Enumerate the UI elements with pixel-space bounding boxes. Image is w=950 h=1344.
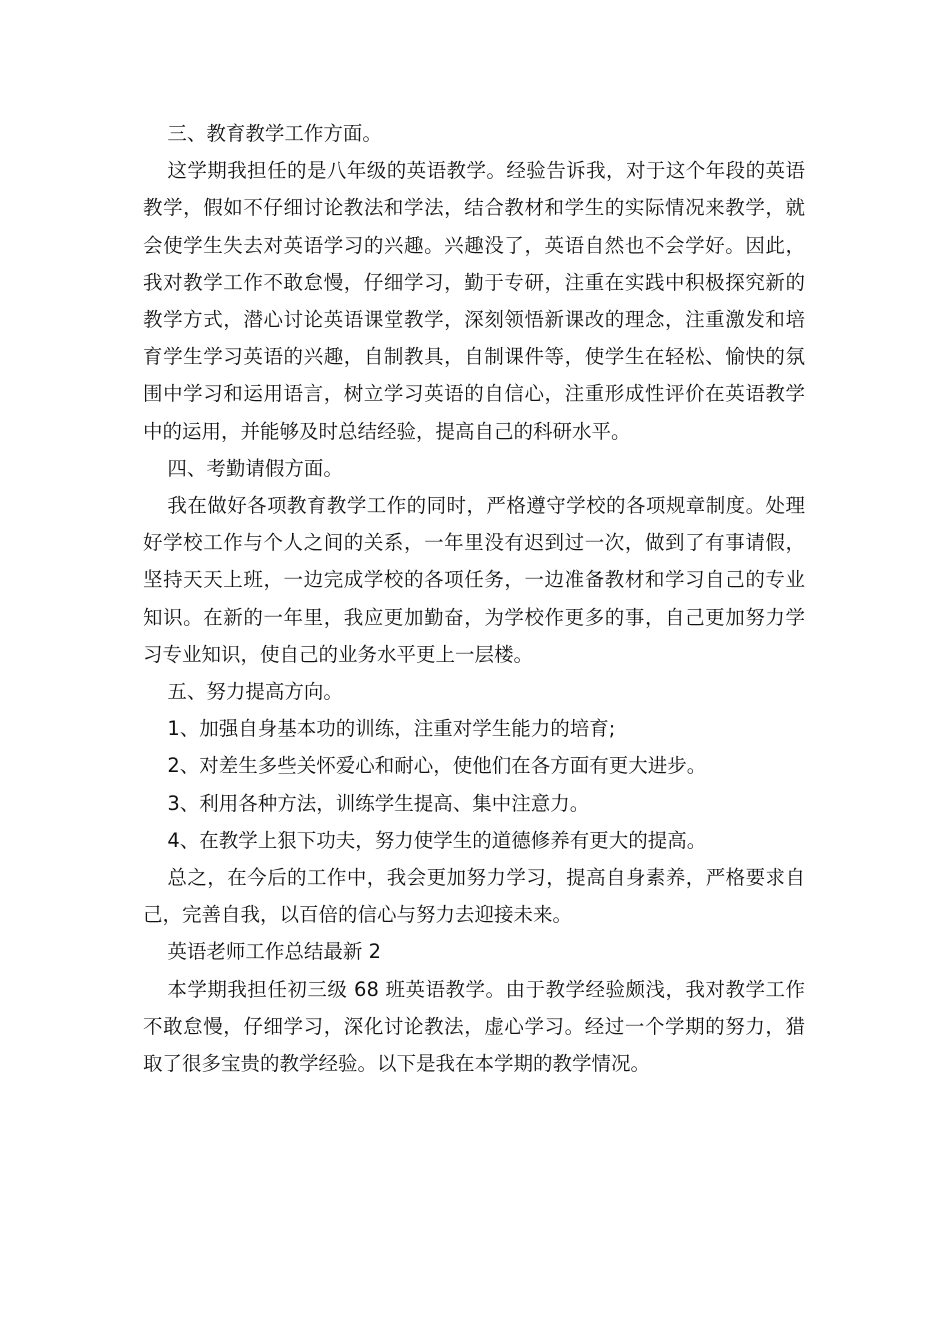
paragraph-summary-2: 本学期我担任初三级 68 班英语教学。由于教学经验颇浅，我对教学工作不敢怠慢，仔细学习，深化讨论教法，虚心学习。经过一个学期的努力，猎取了很多宝贵的教学经验。以下是我在本学期的教学情况。 (143, 977, 805, 1076)
section-heading-education: 三、教育教学工作方面。 (167, 122, 382, 145)
section-heading-summary-2: 英语老师工作总结最新 2 (167, 940, 381, 964)
section-heading-improvement: 五、努力提高方向。 (167, 680, 343, 704)
section-heading-attendance: 四、考勤请假方面。 (167, 456, 343, 480)
paragraph-conclusion: 总之，在今后的工作中，我会更加努力学习，提高自身素养，严格要求自己，完善自我，以百倍的信心与努力去迎接未来。 (143, 866, 805, 927)
paragraph-attendance: 我在做好各项教育教学工作的同时，严格遵守学校的各项规章制度。处理好学校工作与个人之间的关系，一年里没有迟到过一次，做到了有事请假，坚持天天上班，一边完成学校的各项任务，一边准备教材和学习自己的专业知识。在新的一年里，我应更加勤奋，为学校作更多的事，自己更加努力学习专业知识，使自己的业务水平更上一层楼。 (143, 494, 805, 666)
list-item: 4、在教学上狠下功夫，努力使学生的道德修养有更大的提高。 (167, 828, 707, 852)
document-body (143, 115, 805, 1082)
paragraph-education: 这学期我担任的是八年级的英语教学。经验告诉我，对于这个年段的英语教学，假如不仔细讨论教法和学法，结合教材和学生的实际情况来教学，就会使学生失去对英语学习的兴趣。兴趣没了，英语自然也不会学好。因此，我对教学工作不敢怠慢，仔细学习，勤于专研，注重在实践中积极探究新的教学方式，潜心讨论英语课堂教学，深刻领悟新课改的理念，注重激发和培育学生学习英语的兴趣，自制教具，自制课件等，使学生在轻松、愉快的氛围中学习和运用语言，树立学习英语的自信心，注重形成性评价在英语教学中的运用，并能够及时总结经验，提高自己的科研水平。 (143, 159, 805, 443)
list-item: 2、对差生多些关怀爱心和耐心，使他们在各方面有更大进步。 (167, 754, 707, 778)
list-item: 1、加强自身基本功的训练，注重对学生能力的培育; (167, 717, 616, 741)
list-item: 3、利用各种方法，训练学生提高、集中注意力。 (167, 791, 590, 815)
